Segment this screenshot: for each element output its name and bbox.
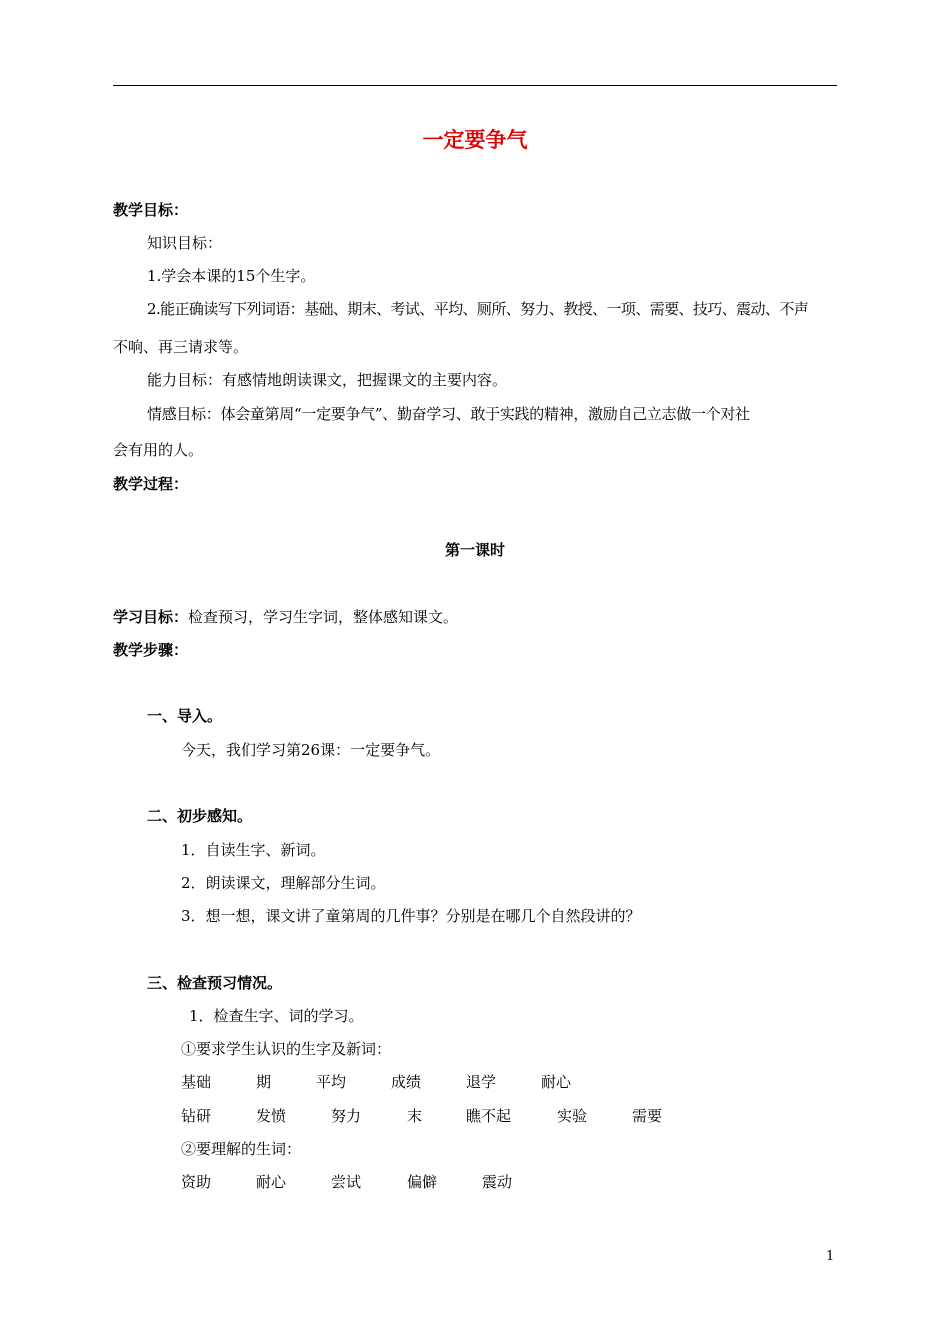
page-number: 1: [826, 1249, 835, 1264]
section-2-item: 2．朗读课文，理解部分生词。: [181, 874, 386, 892]
word: 末: [407, 1107, 423, 1125]
goal-2-line1: 2.能正确读写下列词语：基础、期末、考试、平均、厕所、努力、教授、一项、需要、技巧、震动、不声: [147, 300, 809, 318]
word-row-3: [0, 1172, 950, 1192]
emotion-goal-line1: 情感目标：体会童第周“一定要争气”、勤奋学习、敢于实践的精神，激励自己立志做一个对社: [147, 405, 750, 423]
steps-heading: 教学步骤：: [113, 641, 189, 659]
ability-goal: 能力目标：有感情地朗读课文，把握课文的主要内容。: [147, 371, 508, 389]
new-words-label: ①要求学生认识的生字及新词：: [181, 1040, 392, 1058]
word: 退学: [466, 1073, 497, 1091]
word: 钻研: [181, 1107, 212, 1125]
word: 实验: [557, 1107, 588, 1125]
section-2-item: 1．自读生字、新词。: [181, 841, 326, 859]
word-row-1: [0, 1072, 950, 1092]
word: 耐心: [256, 1173, 287, 1191]
word: 努力: [331, 1107, 362, 1125]
goal-2-line2: 不响、再三请求等。: [113, 338, 249, 356]
process-heading: 教学过程：: [113, 475, 189, 493]
word: 发愤: [256, 1107, 287, 1125]
word-row-2: [0, 1106, 950, 1126]
word: 震动: [482, 1173, 513, 1191]
study-goal: 学习目标：检查预习，学习生字词，整体感知课文。: [113, 608, 459, 626]
word: 偏僻: [407, 1173, 438, 1191]
emotion-goal-line2: 会有用的人。: [113, 441, 204, 459]
section-2-heading: 二、初步感知。: [147, 807, 253, 825]
understand-label: ②要理解的生词：: [181, 1140, 302, 1158]
lesson-heading: 第一课时: [444, 541, 505, 559]
section-1-heading: 一、导入。: [147, 707, 223, 725]
word: 平均: [316, 1073, 347, 1091]
word: 尝试: [331, 1173, 362, 1191]
word: 期: [256, 1073, 272, 1091]
word: 耐心: [541, 1073, 572, 1091]
word: 需要: [632, 1107, 663, 1125]
word: 成绩: [391, 1073, 422, 1091]
section-3-heading: 三、检查预习情况。: [147, 974, 283, 992]
document-title: 一定要争气: [422, 127, 528, 152]
word: 瞧不起: [466, 1107, 512, 1125]
section-1-text: 今天，我们学习第26课：一定要争气。: [181, 741, 441, 759]
word: 基础: [181, 1073, 212, 1091]
word: 资助: [181, 1173, 212, 1191]
section-3-item: 1．检查生字、词的学习。: [189, 1007, 364, 1025]
goal-1: 1.学会本课的15个生字。: [147, 267, 316, 285]
section-2-item: 3．想一想，课文讲了童第周的几件事？分别是在哪几个自然段讲的？: [181, 907, 641, 925]
goals-heading: 教学目标：: [113, 201, 189, 219]
knowledge-label: 知识目标：: [147, 234, 223, 252]
header-rule: [113, 85, 837, 86]
